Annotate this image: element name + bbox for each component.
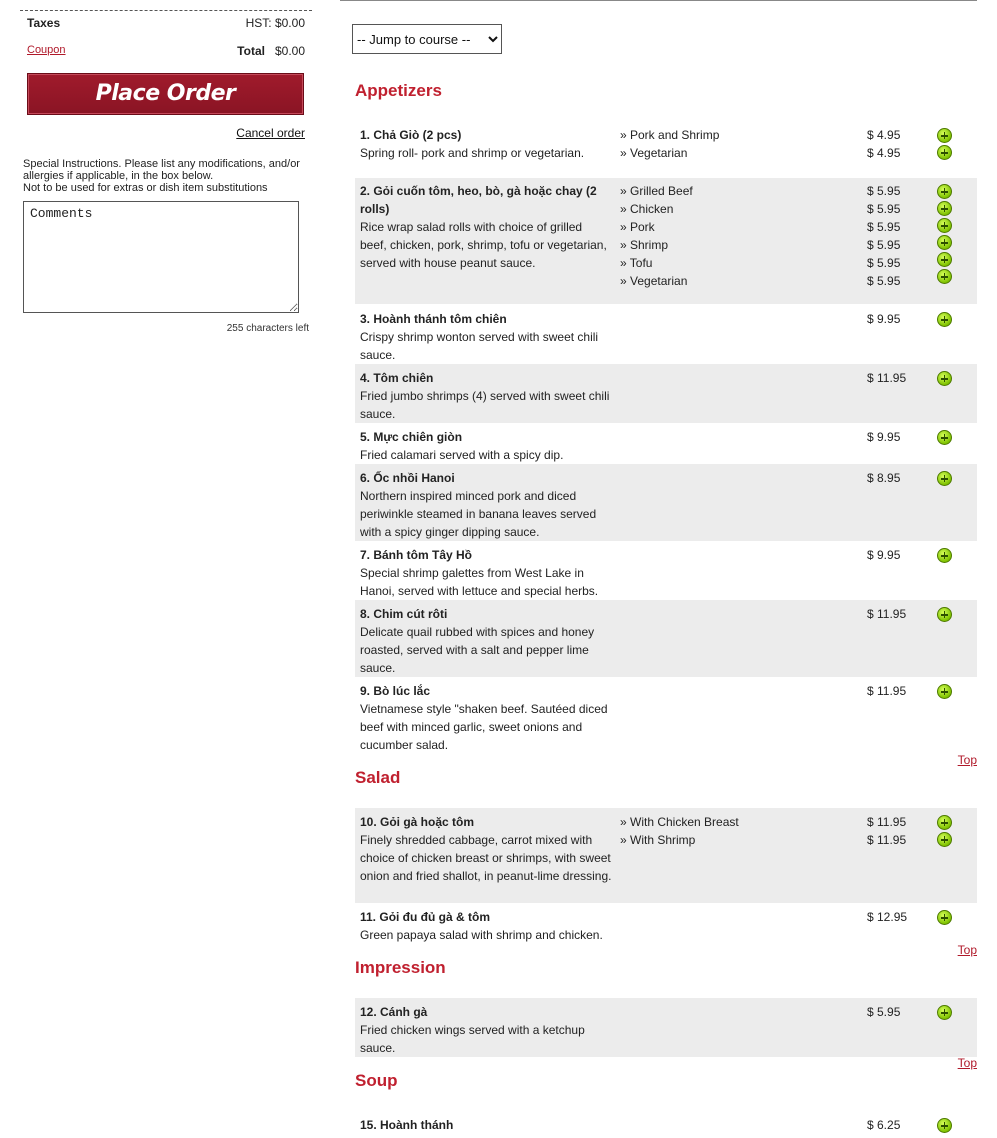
menu-item xyxy=(355,178,977,304)
item-name: 2. Gỏi cuốn tôm, heo, bò, gà hoặc chay (2 rolls) xyxy=(360,184,597,216)
instructions-text: Special Instructions. Please list any modifications, and/or allergies if applicable, in the box below. xyxy=(23,158,300,182)
item-description: Northern inspired minced pork and diced periwinkle steamed in banana leaves served with a spicy ginger dipping sauce. xyxy=(360,489,597,539)
menu-item xyxy=(355,908,977,944)
add-item-icon[interactable] xyxy=(937,145,952,160)
item-price: $ 6.25 xyxy=(867,1118,901,1132)
instructions-note: Not to be used for extras or dish item substitutions xyxy=(23,182,268,194)
menu-panel xyxy=(340,0,977,1138)
add-item-icon[interactable] xyxy=(937,548,952,563)
menu-item xyxy=(355,364,977,423)
back-to-top-link[interactable]: Top xyxy=(957,753,977,767)
item-description: Delicate quail rubbed with spices and honey roasted, served with a salt and pepper lime sauce. xyxy=(360,625,595,675)
item-price: $ 5.95 xyxy=(867,1005,901,1019)
item-option: » Vegetarian xyxy=(620,274,688,288)
add-item-icon[interactable] xyxy=(937,815,952,830)
menu-item xyxy=(355,600,977,677)
item-name: 8. Chim cút rôti xyxy=(360,607,448,621)
add-item-icon[interactable] xyxy=(937,269,952,284)
coupon-link[interactable]: Coupon xyxy=(27,44,66,56)
special-instructions xyxy=(23,158,313,194)
item-name: 3. Hoành thánh tôm chiên xyxy=(360,312,507,326)
item-name: 11. Gỏi đu đủ gà & tôm xyxy=(360,910,491,924)
jump-to-course-select[interactable] xyxy=(352,24,502,54)
item-name: 1. Chả Giò (2 pcs) xyxy=(360,128,462,142)
item-price: $ 11.95 xyxy=(867,684,907,698)
total-value: $0.00 xyxy=(274,44,305,58)
item-price: $ 11.95 xyxy=(867,815,907,829)
item-name: 5. Mực chiên giòn xyxy=(360,430,463,444)
item-option: » Chicken xyxy=(620,202,674,216)
item-name: 7. Bánh tôm Tây Hồ xyxy=(360,548,473,562)
item-description: Special shrimp galettes from West Lake in Hanoi, served with lettuce and special herbs. xyxy=(360,566,599,598)
add-item-icon[interactable] xyxy=(937,430,952,445)
item-price: $ 11.95 xyxy=(867,833,907,847)
add-item-icon[interactable] xyxy=(937,252,952,267)
item-description: Fried calamari served with a spicy dip. xyxy=(360,448,564,462)
menu-item xyxy=(355,464,977,541)
item-option: » Vegetarian xyxy=(620,146,688,160)
item-price: $ 5.95 xyxy=(867,256,901,270)
item-price: $ 9.95 xyxy=(867,548,901,562)
taxes-value: HST: $0.00 xyxy=(245,16,305,30)
item-price: $ 11.95 xyxy=(867,607,907,621)
item-price: $ 5.95 xyxy=(867,184,901,198)
item-option: » With Chicken Breast xyxy=(620,815,739,829)
add-item-icon[interactable] xyxy=(937,607,952,622)
menu-item xyxy=(355,808,977,903)
item-name: 9. Bò lúc lắc xyxy=(360,684,431,698)
add-item-icon[interactable] xyxy=(937,371,952,386)
back-to-top-link[interactable]: Top xyxy=(957,1056,977,1070)
item-description: Green papaya salad with shrimp and chicken. xyxy=(360,928,603,942)
back-to-top-link[interactable]: Top xyxy=(957,943,977,957)
item-option: » Grilled Beef xyxy=(620,184,693,198)
add-item-icon[interactable] xyxy=(937,910,952,925)
item-price: $ 8.95 xyxy=(867,471,901,485)
menu-item xyxy=(355,310,977,364)
item-price: $ 9.95 xyxy=(867,430,901,444)
item-option: » Tofu xyxy=(620,256,653,270)
order-summary-panel xyxy=(0,0,330,1138)
item-description: Vietnamese style "shaken beef. Sautéed diced beef with minced garlic, sweet onions and cucumber salad. xyxy=(360,702,608,752)
menu-item xyxy=(355,1116,977,1138)
place-order-button[interactable]: Place Order xyxy=(27,73,304,115)
item-option: » Pork and Shrimp xyxy=(620,128,720,142)
add-item-icon[interactable] xyxy=(937,201,952,216)
characters-left: 255 characters left xyxy=(226,323,309,334)
item-description: Fried jumbo shrimps (4) served with sweet chili sauce. xyxy=(360,389,610,421)
taxes-label: Taxes xyxy=(27,16,61,30)
item-description: Rice wrap salad rolls with choice of grilled beef, chicken, pork, shrimp, tofu or vegetarian, served with house peanut sauce. xyxy=(360,220,607,270)
menu-item xyxy=(355,682,977,754)
item-description: Fried chicken wings served with a ketchup sauce. xyxy=(360,1023,585,1055)
item-price: $ 4.95 xyxy=(867,128,901,142)
item-name: 15. Hoành thánh xyxy=(360,1118,454,1132)
course-title-soup: Soup xyxy=(355,1071,398,1090)
comments-textarea[interactable] xyxy=(23,201,299,313)
item-price: $ 5.95 xyxy=(867,220,901,234)
course-title-salad: Salad xyxy=(355,768,401,787)
menu-item xyxy=(355,428,977,464)
cancel-order-link[interactable]: Cancel order xyxy=(236,126,305,140)
item-description: Crispy shrimp wonton served with sweet chili sauce. xyxy=(360,330,599,362)
add-item-icon[interactable] xyxy=(937,684,952,699)
total-label: Total xyxy=(237,44,265,58)
add-item-icon[interactable] xyxy=(937,184,952,199)
add-item-icon[interactable] xyxy=(937,218,952,233)
menu-item xyxy=(355,998,977,1057)
item-price: $ 5.95 xyxy=(867,274,901,288)
item-price: $ 5.95 xyxy=(867,238,901,252)
item-price: $ 12.95 xyxy=(867,910,908,924)
item-name: 12. Cánh gà xyxy=(360,1005,428,1019)
add-item-icon[interactable] xyxy=(937,832,952,847)
add-item-icon[interactable] xyxy=(937,235,952,250)
item-name: 6. Ốc nhồi Hanoi xyxy=(360,471,455,485)
menu-item xyxy=(355,546,977,600)
add-item-icon[interactable] xyxy=(937,128,952,143)
menu-item xyxy=(355,126,977,172)
add-item-icon[interactable] xyxy=(937,312,952,327)
item-option: » Shrimp xyxy=(620,238,669,252)
item-price: $ 4.95 xyxy=(867,146,901,160)
course-title-impression: Impression xyxy=(355,958,446,977)
item-price: $ 5.95 xyxy=(867,202,901,216)
item-description: Spring roll- pork and shrimp or vegetarian. xyxy=(360,146,585,160)
item-price: $ 11.95 xyxy=(867,371,907,385)
item-description: Finely shredded cabbage, carrot mixed with choice of chicken breast or shrimps, with sweet onion and fried shallot, in peanut-lime dressing. xyxy=(360,833,612,883)
item-option: » With Shrimp xyxy=(620,833,696,847)
course-title-appetizers: Appetizers xyxy=(355,81,442,100)
divider xyxy=(340,0,977,1)
item-option: » Pork xyxy=(620,220,655,234)
divider xyxy=(20,10,312,11)
add-item-icon[interactable] xyxy=(937,471,952,486)
item-name: 10. Gỏi gà hoặc tôm xyxy=(360,815,475,829)
item-name: 4. Tôm chiên xyxy=(360,371,434,385)
add-item-icon[interactable] xyxy=(937,1118,952,1133)
add-item-icon[interactable] xyxy=(937,1005,952,1020)
item-price: $ 9.95 xyxy=(867,312,901,326)
